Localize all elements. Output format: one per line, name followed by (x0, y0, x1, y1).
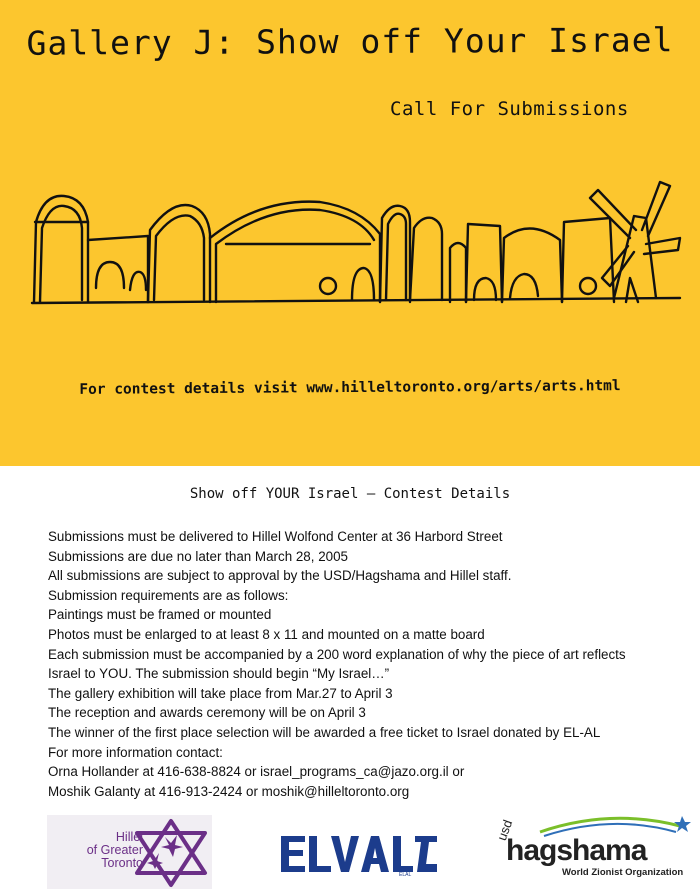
detail-line: Each submission must be accompanied by a 200 word explanation of why the piece of art reflects (48, 646, 626, 662)
star-icon (674, 816, 691, 832)
detail-line: Moshik Galanty at 416-913-2424 or moshik@hilleltoronto.org (48, 783, 410, 799)
elal-wordmark: ELAL (399, 872, 412, 878)
page-title: Gallery J: Show off Your Israel (26, 20, 674, 63)
hagshama-usd-text: usd (493, 817, 516, 843)
detail-line: Submissions are due no later than March 28, 2005 (48, 548, 348, 564)
detail-line: The reception and awards ceremony will be on April 3 (48, 705, 366, 721)
hillel-logo (47, 815, 212, 889)
hagshama-caption: World Zionist Organization (562, 867, 684, 878)
detail-line: Orna Hollander at 416-638-8824 or israel_programs_ca@jazo.org.il or (48, 764, 465, 780)
hillel-logo-line: Toronto (101, 856, 143, 870)
star-of-david-icon (131, 817, 211, 889)
detail-line: Photos must be enlarged to at least 8 x 11 and mounted on a matte board (48, 626, 485, 642)
hillel-logo-line: Hillel (115, 830, 143, 844)
detail-line: Submission requirements are as follows: (48, 587, 289, 603)
hillel-logo-text (51, 831, 143, 870)
detail-line: All submissions are subject to approval by the USD/Hagshama and Hillel staff. (48, 568, 512, 584)
detail-line: Submissions must be delivered to Hillel Wolfond Center at 36 Harbord Street (48, 529, 503, 544)
hillel-logo-line: of Greater (86, 843, 143, 857)
el-al-logo (279, 832, 439, 876)
detail-line: Paintings must be framed or mounted (48, 607, 272, 623)
detail-line: The gallery exhibition will take place from Mar.27 to April 3 (48, 685, 393, 701)
detail-line: Israel to YOU. The submission should begin “My Israel…” (48, 666, 390, 682)
detail-line: The winner of the first place selection will be awarded a free ticket to Israel donated by EL-AL (48, 724, 601, 740)
jerusalem-skyline-sketch-icon (30, 178, 680, 308)
call-for-submissions-heading: Call For Submissions (390, 98, 629, 120)
sponsor-logos (0, 812, 700, 896)
hagshama-logo (493, 812, 692, 892)
contest-details-heading: Show off YOUR Israel – Contest Details (189, 486, 511, 502)
contest-details-body (48, 527, 688, 801)
detail-line: For more information contact: (48, 744, 223, 760)
hagshama-wordmark: hagshama (506, 834, 647, 867)
contest-details-url: For contest details visit www.hilleltoronto.org/arts/arts.html (79, 378, 621, 398)
